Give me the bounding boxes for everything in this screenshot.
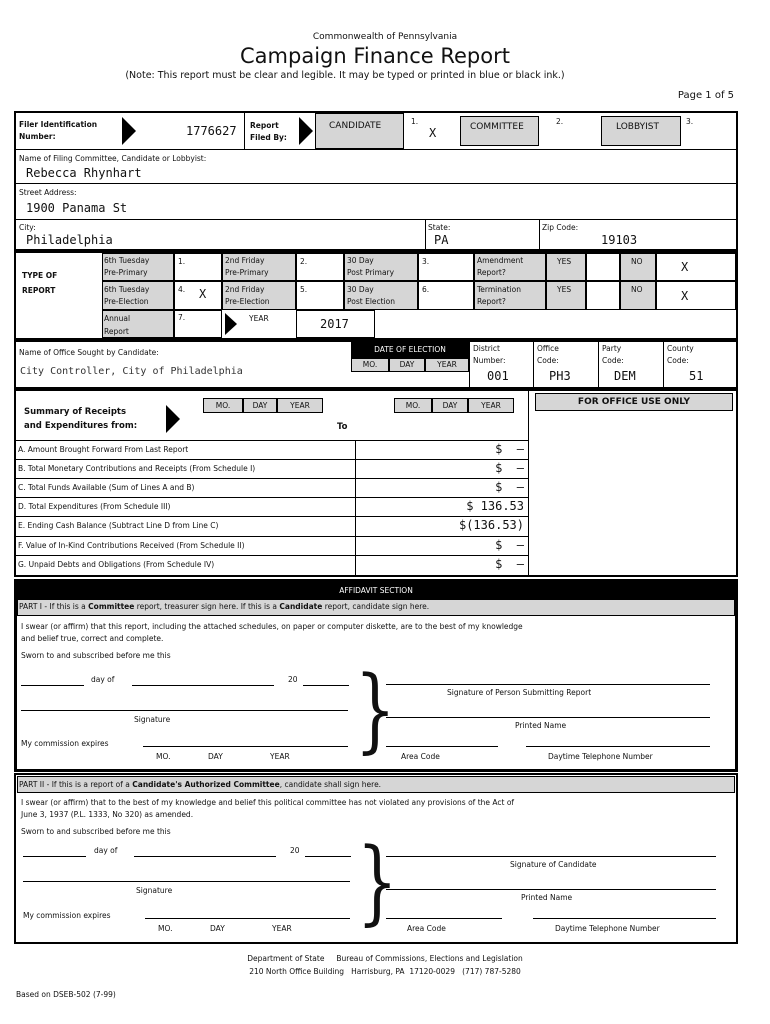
termination-no-checkbox[interactable] <box>656 281 736 310</box>
part2-year-line[interactable] <box>305 856 351 857</box>
termination-mark: X <box>681 289 689 303</box>
type-30day-postelection: 30 Day <box>347 285 374 294</box>
party-code-field[interactable]: DEM <box>614 369 636 383</box>
summary-label: Summary of Receipts <box>24 407 127 417</box>
office-code-label-2: Code: <box>537 356 559 365</box>
filer-id-label: Filer Identification <box>19 120 98 129</box>
candidate-checkbox[interactable]: X <box>429 126 437 140</box>
part1-day-line[interactable] <box>21 685 84 686</box>
part2-day-line[interactable] <box>23 856 86 857</box>
street-label: Street Address: <box>19 188 77 197</box>
part1-oath: I swear (or affirm) that this report, including the attached schedules, on paper or computer diskette, are to the best of my knowledge <box>21 622 523 631</box>
footer-form-id: Based on DSEB-502 (7-99) <box>16 990 116 999</box>
part1-printed-name-line[interactable] <box>386 717 710 718</box>
to-day-label: DAY <box>432 398 468 413</box>
termination-yes-label: YES <box>557 285 572 294</box>
summary-row-label: G. Unpaid Debts and Obligations (From Schedule IV) <box>18 560 215 569</box>
part1-signature-submitting: Signature of Person Submitting Report <box>447 688 592 697</box>
part2-text: PART II - If this is a report of a <box>19 780 133 789</box>
type-30day-postprimary: 30 Day <box>347 256 374 265</box>
candidate-box <box>315 113 404 149</box>
to-label: To <box>337 422 348 432</box>
arrow-right-icon <box>225 313 237 335</box>
part2-oath-2: June 3, 1937 (P.L. 1333, No 320) as amended. <box>21 810 194 819</box>
brace-icon: } <box>354 656 396 763</box>
part1-area-code: Area Code <box>401 752 440 761</box>
part1-commission-line[interactable] <box>143 746 348 747</box>
date-of-election-label: DATE OF ELECTION <box>374 345 446 354</box>
part1-year: YEAR <box>270 752 290 761</box>
candidate-label: CANDIDATE <box>329 121 382 131</box>
name-label: Name of Filing Committee, Candidate or Lobbyist: <box>19 154 207 163</box>
party-code-label-2: Code: <box>602 356 624 365</box>
district-label-2: Number: <box>473 356 506 365</box>
filed-by-label: Report <box>250 121 279 130</box>
part2-area-code: Area Code <box>407 924 446 933</box>
part2-day: DAY <box>210 924 225 933</box>
part2-area-code-line[interactable] <box>386 918 502 919</box>
year-label: YEAR <box>249 314 269 323</box>
page-number: Page 1 of 5 <box>677 90 734 101</box>
part2-text-2: , candidate shall sign here. <box>279 780 382 789</box>
district-field[interactable]: 001 <box>487 369 509 383</box>
part1-sworn: Sworn to and subscribed before me this <box>21 651 171 660</box>
type-30day-postelection-2: Post Election <box>347 297 396 306</box>
filer-id-value[interactable]: 1776627 <box>186 124 237 138</box>
brace-icon: } <box>356 828 398 935</box>
part1-text-2: report, treasurer sign here. If this is a <box>134 602 280 611</box>
part1-signature-line[interactable] <box>386 684 710 685</box>
state-heading: Commonwealth of Pennsylvania <box>312 32 458 42</box>
part1-year-line[interactable] <box>303 685 349 686</box>
part1-day-of: day of <box>91 675 115 684</box>
summary-row-label: C. Total Funds Available (Sum of Lines A and B) <box>18 483 195 492</box>
state-field[interactable]: PA <box>434 233 449 247</box>
election-day-label: DAY <box>389 358 425 372</box>
note: (Note: This report must be clear and legible. It may be typed or printed in blue or black ink.) <box>125 70 565 81</box>
amendment-label: Amendment <box>477 256 524 265</box>
part1-committee: Committee <box>88 602 135 611</box>
part2-signature-candidate: Signature of Candidate <box>510 860 597 869</box>
from-day-label: DAY <box>243 398 277 413</box>
type-num-4: 4. <box>178 285 186 294</box>
part1-day: DAY <box>208 752 223 761</box>
part2-phone: Daytime Telephone Number <box>555 924 660 933</box>
from-mo-label: MO. <box>203 398 243 413</box>
type-6th-tuesday-preprimary-2: Pre-Primary <box>104 268 148 277</box>
part2-committee: Candidate's Authorized Committee <box>132 780 280 789</box>
part2-oath: I swear (or affirm) that to the best of my knowledge and belief this political committee has not violated any provisions of the Act of <box>21 798 515 807</box>
type-num-2: 2. <box>300 257 308 266</box>
to-year-label: YEAR <box>468 398 514 413</box>
amendment-label-2: Report? <box>477 268 506 277</box>
part2-year-prefix: 20 <box>290 846 300 855</box>
type-annual: Annual <box>104 314 131 323</box>
summary-row <box>16 536 528 555</box>
part2-signature-label: Signature <box>136 886 173 895</box>
part1-printed-name: Printed Name <box>515 721 567 730</box>
election-mo-label: MO. <box>351 358 389 372</box>
to-mo-label: MO. <box>394 398 432 413</box>
part1-phone: Daytime Telephone Number <box>548 752 653 761</box>
type-6th-tuesday-preelection: 6th Tuesday <box>104 285 150 294</box>
district-label: District <box>473 344 500 353</box>
part1-notary-signature-line[interactable] <box>21 710 348 711</box>
amendment-yes-label: YES <box>557 257 572 266</box>
part1-text-3: report, candidate sign here. <box>322 602 430 611</box>
part2-notary-signature-line[interactable] <box>23 881 350 882</box>
part2-day-of: day of <box>94 846 118 855</box>
zip-field[interactable]: 19103 <box>601 233 638 247</box>
office-sought-field[interactable]: City Controller, City of Philadelphia <box>20 366 243 377</box>
type-2nd-friday-preprimary-2: Pre-Primary <box>225 268 269 277</box>
type-label-2: REPORT <box>22 286 56 295</box>
summary-row-label: D. Total Expenditures (From Schedule III) <box>18 502 171 511</box>
type-num-5: 5. <box>300 285 308 294</box>
committee-label: COMMITTEE <box>470 122 524 132</box>
amendment-mark: X <box>681 260 689 274</box>
part1-month-line[interactable] <box>132 685 274 686</box>
part1-mo: MO. <box>156 752 171 761</box>
termination-label: Termination <box>477 285 521 294</box>
part2-printed-name-line[interactable] <box>386 889 716 890</box>
lobbyist-num: 3. <box>686 117 694 126</box>
summary-row-label: A. Amount Brought Forward From Last Report <box>18 445 189 454</box>
footer-address: 210 North Office Building Harrisburg, PA 17120-0029 (717) 787-5280 <box>249 967 521 976</box>
city-field[interactable]: Philadelphia <box>26 233 113 247</box>
party-code-label: Party <box>602 344 622 353</box>
zip-label: Zip Code: <box>542 223 579 232</box>
type-2nd-friday-preelection-2: Pre-Election <box>225 297 270 306</box>
arrow-right-icon <box>166 405 180 433</box>
arrow-right-icon <box>122 117 136 145</box>
page-title: Campaign Finance Report <box>240 44 510 68</box>
summary-row-value[interactable]: $ – <box>495 538 524 552</box>
part2-signature-line[interactable] <box>386 856 716 857</box>
affidavit-title: AFFIDAVIT SECTION <box>339 586 413 595</box>
from-year-label: YEAR <box>277 398 323 413</box>
part2-printed-name: Printed Name <box>521 893 573 902</box>
summary-row-value[interactable]: $ – <box>495 461 524 475</box>
year-field: 2017 <box>320 317 349 331</box>
summary-row-label: E. Ending Cash Balance (Subtract Line D from Line C) <box>18 521 219 530</box>
part1-phone-line[interactable] <box>526 746 710 747</box>
committee-num: 2. <box>556 117 564 126</box>
part1-year-prefix: 20 <box>288 675 298 684</box>
county-code-label-2: Code: <box>667 356 689 365</box>
summary-row <box>16 459 528 478</box>
part1-oath-2: and belief true, correct and complete. <box>21 634 164 643</box>
type-num-6: 6. <box>422 285 430 294</box>
summary-row-value[interactable]: $ – <box>495 480 524 494</box>
part2-commission: My commission expires <box>23 911 111 920</box>
summary-row <box>16 516 528 535</box>
part1-area-code-line[interactable] <box>386 746 498 747</box>
part2-mo: MO. <box>158 924 173 933</box>
summary-row <box>16 440 528 459</box>
part2-sworn: Sworn to and subscribed before me this <box>21 827 171 836</box>
type-num-7: 7. <box>178 313 186 322</box>
summary-row-value[interactable]: $ – <box>495 557 524 571</box>
type-num-1: 1. <box>178 257 186 266</box>
part1-signature-label: Signature <box>134 715 171 724</box>
part2-phone-line[interactable] <box>533 918 716 919</box>
street-field[interactable]: 1900 Panama St <box>26 201 128 215</box>
part1-candidate: Candidate <box>279 602 323 611</box>
type-2nd-friday-preprimary: 2nd Friday <box>225 256 265 265</box>
type-30day-postprimary-2: Post Primary <box>347 268 395 277</box>
termination-label-2: Report? <box>477 297 506 306</box>
city-label: City: <box>19 223 36 232</box>
type-2nd-friday-preelection: 2nd Friday <box>225 285 265 294</box>
amendment-yes-checkbox[interactable] <box>586 253 620 281</box>
footer-department: Department of State Bureau of Commissions, Elections and Legislation <box>247 954 523 963</box>
summary-row <box>16 497 528 516</box>
type-annual-2: Report <box>104 327 129 336</box>
election-year-label: YEAR <box>425 358 469 372</box>
office-use-label: FOR OFFICE USE ONLY <box>535 393 733 411</box>
part2-year: YEAR <box>272 924 292 933</box>
office-sought-label: Name of Office Sought by Candidate: <box>19 348 159 357</box>
filer-id-label-2: Number: <box>19 132 56 141</box>
state-label: State: <box>428 223 451 232</box>
summary-row-value[interactable]: $ 136.53 <box>466 499 524 513</box>
part2-month-line[interactable] <box>134 856 276 857</box>
candidate-num: 1. <box>411 117 419 126</box>
type-label: TYPE OF <box>22 271 58 280</box>
summary-row-label: B. Total Monetary Contributions and Receipts (From Schedule I) <box>18 464 256 473</box>
summary-row-value[interactable]: $(136.53) <box>458 518 524 532</box>
office-code-label: Office <box>537 344 559 353</box>
filed-by-label-2: Filed By: <box>250 133 287 142</box>
type-6th-tuesday-preprimary: 6th Tuesday <box>104 256 150 265</box>
office-code-field[interactable]: PH3 <box>549 369 571 383</box>
county-code-field[interactable]: 51 <box>689 369 704 383</box>
termination-no-label: NO <box>631 285 643 294</box>
type-num-3: 3. <box>422 257 430 266</box>
summary-row <box>16 478 528 497</box>
part1-commission: My commission expires <box>21 739 109 748</box>
part1-text: PART I - If this is a <box>19 602 89 611</box>
summary-label-2: and Expenditures from: <box>24 421 138 431</box>
termination-yes-checkbox[interactable] <box>586 281 620 310</box>
summary-row-value[interactable]: $ – <box>495 442 524 456</box>
name-field[interactable]: Rebecca Rhynhart <box>26 166 142 180</box>
arrow-right-icon <box>299 117 313 145</box>
county-code-label: County <box>667 344 694 353</box>
type-mark-4: X <box>199 287 207 301</box>
summary-row <box>16 555 528 574</box>
amendment-no-label: NO <box>631 257 643 266</box>
amendment-no-checkbox[interactable] <box>656 253 736 281</box>
summary-row-label: F. Value of In-Kind Contributions Received (From Schedule II) <box>18 541 245 550</box>
lobbyist-label: LOBBYIST <box>616 122 659 132</box>
part2-commission-line[interactable] <box>145 918 350 919</box>
type-6th-tuesday-preelection-2: Pre-Election <box>104 297 149 306</box>
